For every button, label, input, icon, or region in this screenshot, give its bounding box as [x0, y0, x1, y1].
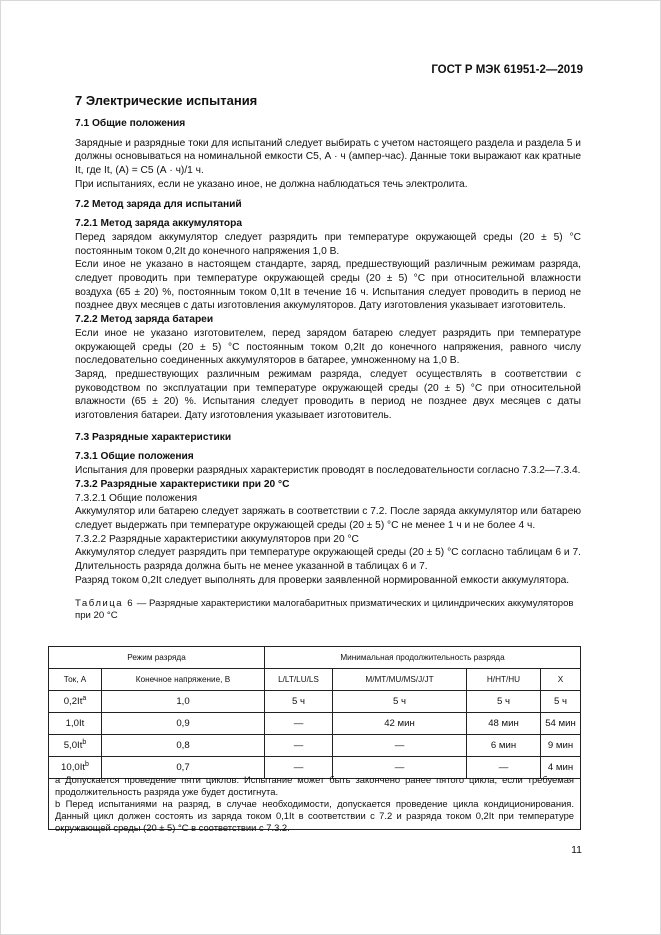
section-7-3-2-2-title: 7.3.2.2 Разрядные характеристики аккумуляторов при 20 °С	[75, 533, 359, 545]
section-7-2-title: 7.2 Метод заряда для испытаний	[75, 198, 242, 210]
duration-cell: —	[333, 735, 467, 757]
duration-cell: 42 мин	[333, 713, 467, 735]
duration-cell: 6 мин	[467, 735, 541, 757]
footnote-b: b Перед испытаниями на разряд, в случае необходимости, допускается проведение цикла кондиционирования. Данный цикл должен состоять из заряда током 0,1It в соответствии с 7.2 и разряда током 0,2It при температуре окружающей среды (20 ± 5) °С в соответствии с 7.3.2.	[55, 798, 574, 833]
voltage-cell: 0,7	[102, 757, 265, 779]
table-row	[49, 691, 581, 713]
table-row	[49, 735, 581, 757]
table-6-caption-text: — Разрядные характеристики малогабаритных призматических и цилиндрических аккумуляторов при 20 °С	[75, 597, 574, 621]
duration-cell: 9 мин	[541, 735, 581, 757]
current-cell: 0,2It$^a$	[49, 691, 102, 713]
paragraph: Аккумулятор следует разрядить при температуре окружающей среды (20 ± 5) °С согласно таблицам 6 и 7. Длительность разряда должна быть не менее указанной в таблицах 6 и 7.	[75, 547, 581, 573]
duration-cell: —	[265, 713, 333, 735]
standard-designation: ГОСТ Р МЭК 61951-2—2019	[431, 64, 583, 76]
section-7-3-title: 7.3 Разрядные характеристики	[75, 431, 232, 443]
section-7-1-title: 7.1 Общие положения	[75, 118, 186, 129]
duration-cell: —	[333, 757, 467, 779]
table-header-cell: M/MT/MU/MS/J/JT	[333, 669, 467, 691]
duration-cell: 54 мин	[541, 713, 581, 735]
paragraph: При испытаниях, если не указано иное, не должна наблюдаться течь электролита.	[75, 178, 468, 190]
table-header-discharge-mode: Режим разряда	[49, 647, 265, 669]
table-header-cell: X	[541, 669, 581, 691]
paragraph: Если иное не указано изготовителем, перед зарядом батарею следует разрядить при температуре окружающей среды (20 ± 5) °С постоянным током 0,2It до конечного напряжения, равного числу последовательно соединенных аккумуляторов в батарее, умноженному на 1,0 В.	[75, 327, 581, 367]
duration-cell: —	[265, 735, 333, 757]
table-header-cell: Ток, А	[49, 669, 102, 691]
table-header-min-duration: Минимальная продолжительность разряда	[265, 647, 581, 669]
section-7-3-1-title: 7.3.1 Общие положения	[75, 451, 194, 463]
paragraph: Разряд током 0,2It следует выполнять для проверки заявленной нормированной емкости аккумулятора.	[75, 574, 570, 586]
table-header-cell: Конечное напряжение, В	[102, 669, 265, 691]
duration-cell: 4 мин	[541, 757, 581, 779]
table-6-notes	[48, 771, 581, 833]
paragraph: Аккумулятор или батарею следует заряжать в соответствии с 7.2. После заряда аккумулятор или батарею следует выдержать при температуре окружающей среды (20 ± 5) °С не менее 1 ч и не более 4 ч.	[75, 506, 581, 531]
current-cell: 5,0It$^b$	[49, 735, 102, 757]
duration-cell: —	[467, 757, 541, 779]
section-7-title: 7 Электрические испытания	[75, 93, 258, 108]
table-6-caption	[75, 598, 581, 623]
section-7-3-2-title: 7.3.2 Разрядные характеристики при 20 °С	[75, 478, 290, 490]
current-cell: 10,0It$^b$	[49, 757, 102, 779]
section-7-3-2-1-title: 7.3.2.1 Общие положения	[75, 492, 198, 504]
voltage-cell: 0,8	[102, 735, 265, 757]
paragraph: Испытания для проверки разрядных характеристик проводят в последовательности согласно 7.3.2—7.3.4.	[75, 465, 581, 477]
page-number: 11	[571, 844, 582, 856]
duration-cell: —	[265, 757, 333, 779]
paragraph: Зарядные и разрядные токи для испытаний следует выбирать с учетом настоящего раздела и раздела 5 и должны основываться на номинальной емкости C5, А · ч (ампер-час). Данные токи выражают как кратные It, где It, (А) = C5 (А · ч)/1 ч.	[75, 137, 581, 177]
table-row	[49, 713, 581, 735]
voltage-cell: 1,0	[102, 691, 265, 713]
table-header-cell: L/LT/LU/LS	[265, 669, 333, 691]
table-6	[48, 646, 581, 779]
table-header-cell: H/HT/HU	[467, 669, 541, 691]
paragraph: Заряд, предшествующих различным режимам разряда, следует осуществлять в соответствии с руководством по эксплуатации при температуре окружающей среды (20 ± 5) °С при относительной влажности (65 ± 20) %. Испытания следует проводить в период не позднее двух месяцев с даты изготовления батареи. Дату изготовления указывает изготовитель.	[75, 368, 581, 422]
voltage-cell: 0,9	[102, 713, 265, 735]
body-content	[75, 93, 581, 623]
section-7-2-1-title: 7.2.1 Метод заряда аккумулятора	[75, 218, 243, 230]
duration-cell: 5 ч	[265, 691, 333, 713]
table-6-label: Таблица 6	[75, 597, 135, 609]
section-7-2-2-title: 7.2.2 Метод заряда батареи	[75, 314, 214, 326]
duration-cell: 5 ч	[333, 691, 467, 713]
paragraph: Перед зарядом аккумулятор следует разрядить при температуре окружающей среды (20 ± 5) °С постоянным током 0,2It до конечного напряжения 1,0 В.	[75, 231, 581, 257]
current-cell: 1,0It	[49, 713, 102, 735]
duration-cell: 48 мин	[467, 713, 541, 735]
duration-cell: 5 ч	[541, 691, 581, 713]
footnote-a: а Допускается проведение пяти циклов. Испытание может быть закончено ранее пятого цикла, если требуемая продолжительность разряда уже будет достигнута.	[55, 774, 574, 797]
paragraph: Если иное не указано в настоящем стандарте, заряд, предшествующий различным режимам разряда, следует проводить при температуре окружающей среды (20 ± 5) °С при относительной влажности воздуха (65 ± 20) %, постоянным током 0,1It в течение 16 ч. Испытания следует проводить в период не позднее двух месяцев с даты изготовления аккумуляторов. Дату изготовления указывает изготовитель.	[75, 259, 581, 312]
duration-cell: 5 ч	[467, 691, 541, 713]
